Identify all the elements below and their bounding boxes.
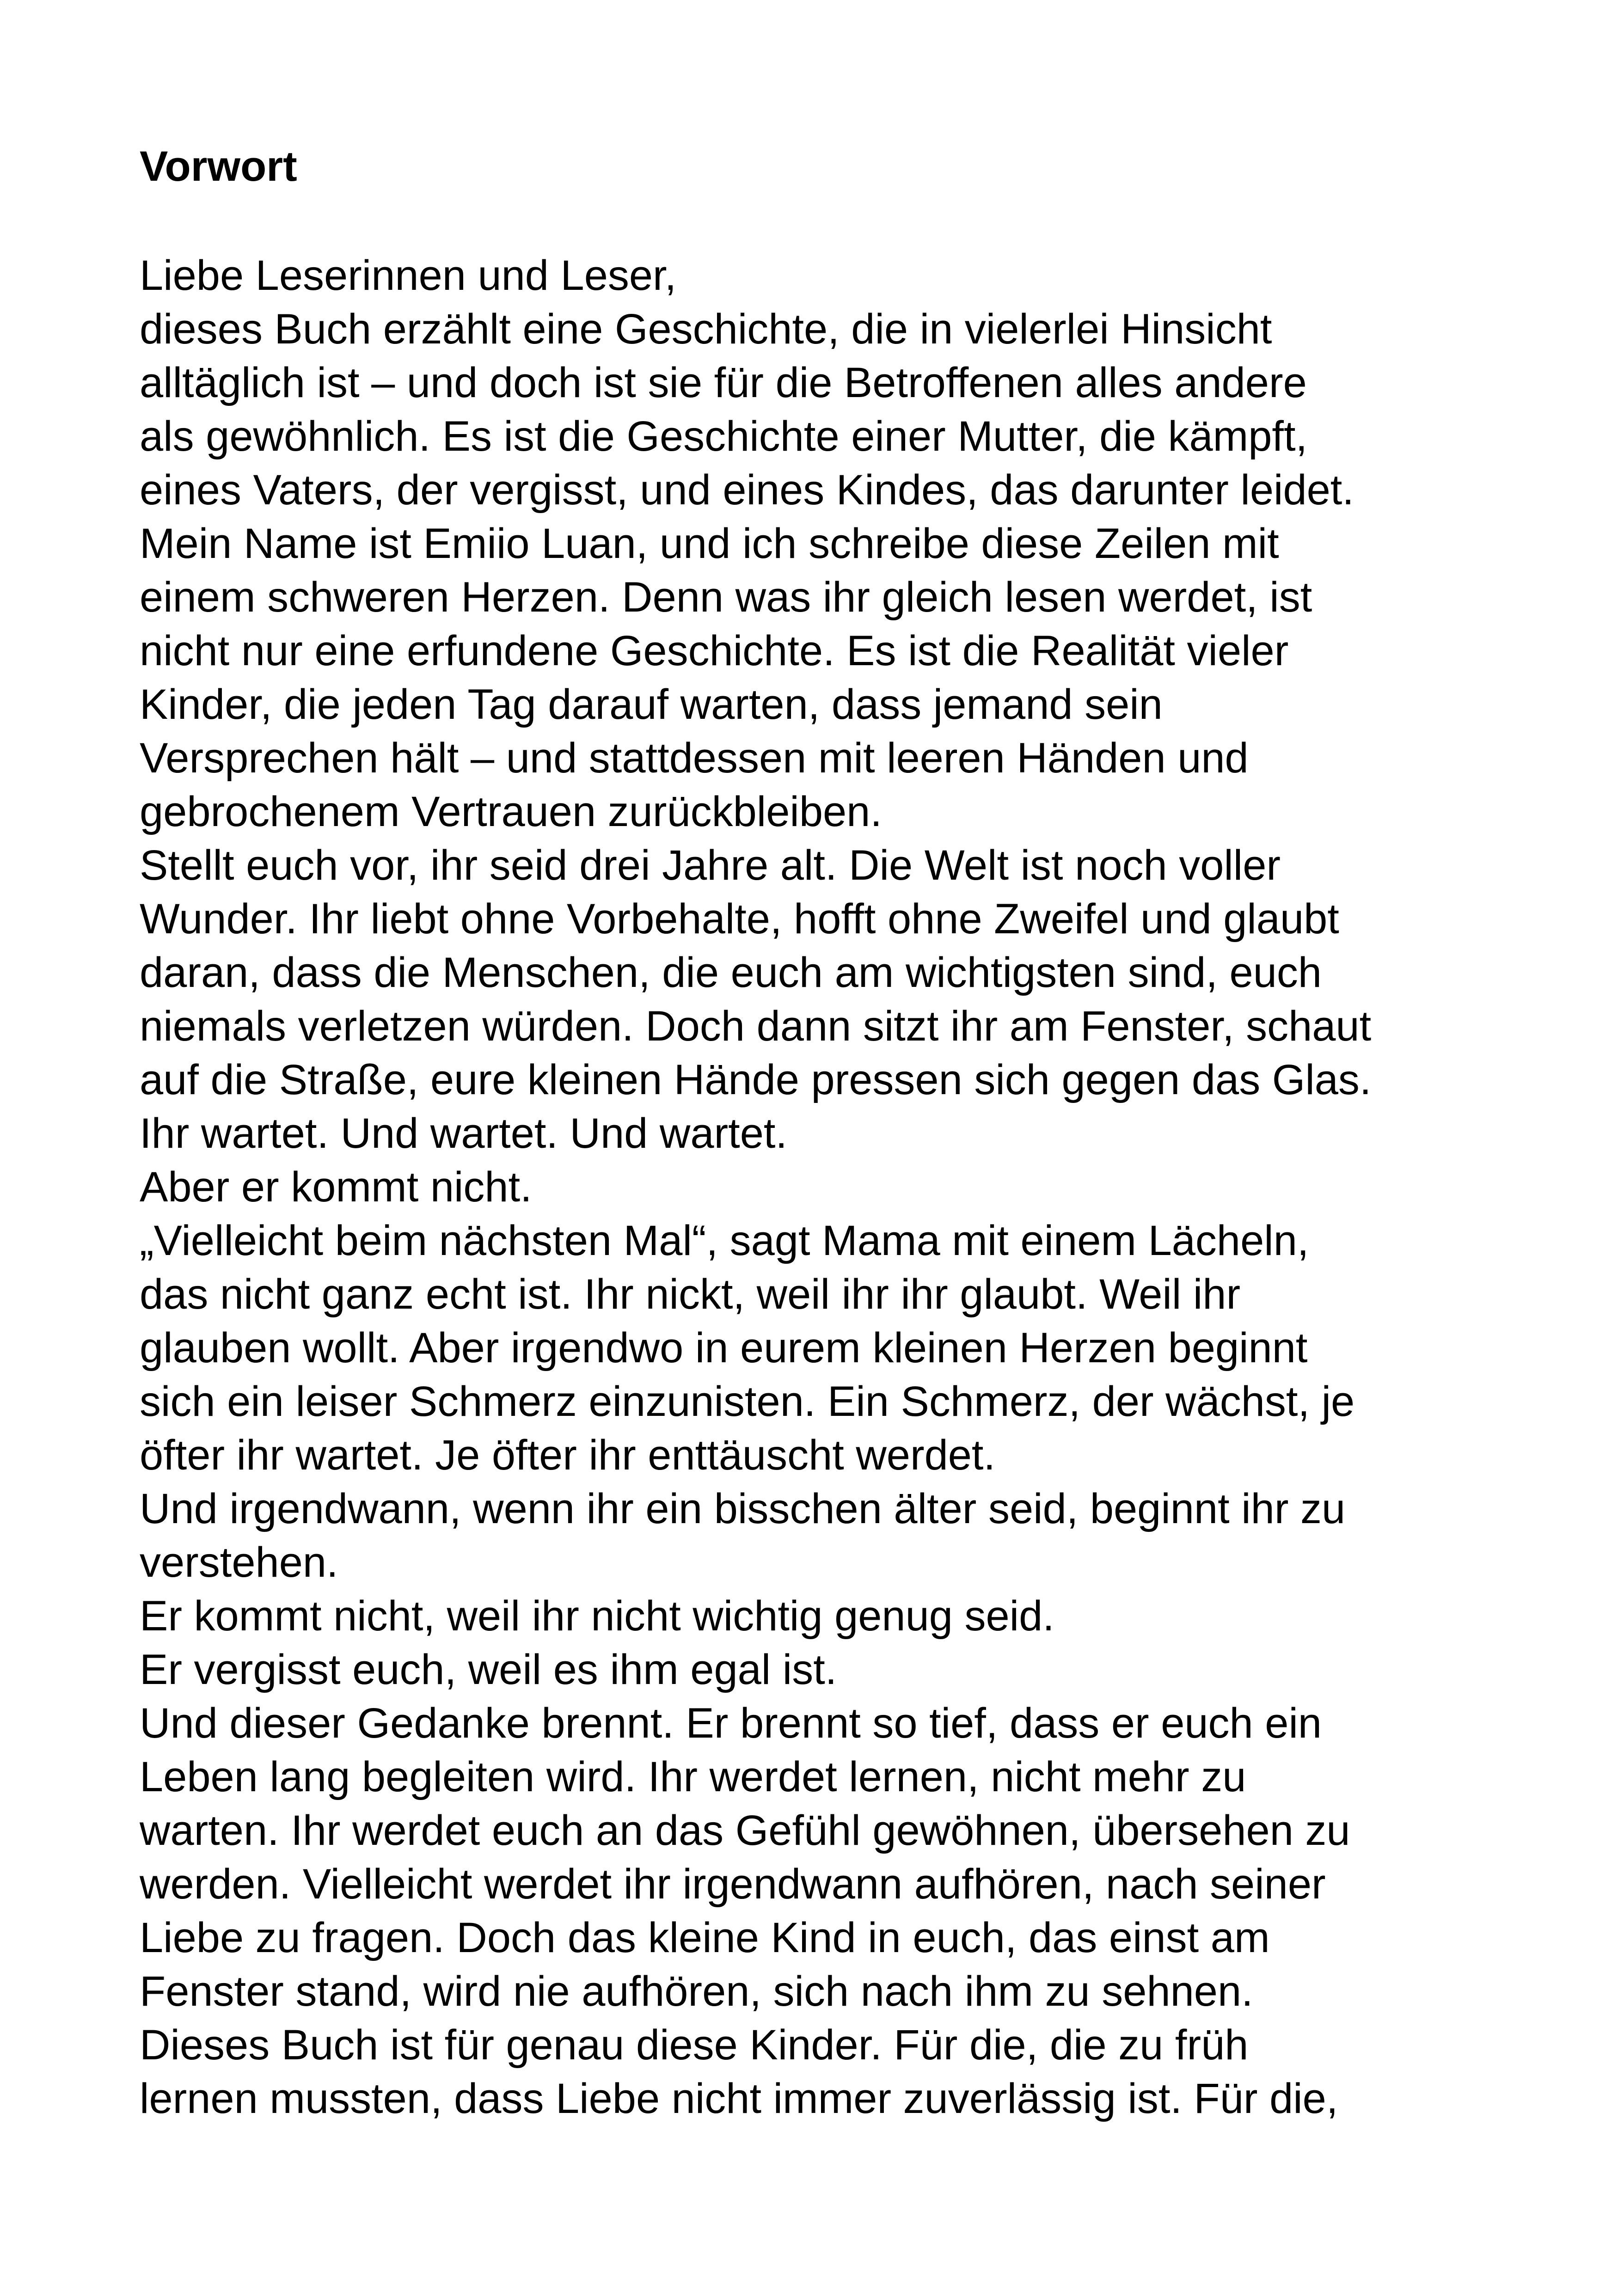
- text-line: lernen mussten, dass Liebe nicht immer zuverlässig ist. Für die,: [140, 2075, 1338, 2122]
- text-line: glauben wollt. Aber irgendwo in eurem kleinen Herzen beginnt: [140, 1324, 1308, 1371]
- text-line: Dieses Buch ist für genau diese Kinder. Für die, die zu früh: [140, 2021, 1249, 2069]
- text-line: Versprechen hält – und stattdessen mit leeren Händen und: [140, 735, 1249, 782]
- text-line: alltäglich ist – und doch ist sie für die Betroffenen alles andere: [140, 359, 1307, 406]
- text-line: „Vielleicht beim nächsten Mal“, sagt Mama mit einem Lächeln,: [140, 1217, 1309, 1264]
- text-line: sich ein leiser Schmerz einzunisten. Ein Schmerz, der wächst, je: [140, 1378, 1355, 1425]
- text-line: Stellt euch vor, ihr seid drei Jahre alt. Die Welt ist noch voller: [140, 842, 1281, 889]
- text-line: Mein Name ist Emiio Luan, und ich schreibe diese Zeilen mit: [140, 520, 1279, 567]
- text-line: das nicht ganz echt ist. Ihr nickt, weil ihr ihr glaubt. Weil ihr: [140, 1271, 1241, 1318]
- text-line: Wunder. Ihr liebt ohne Vorbehalte, hofft ohne Zweifel und glaubt: [140, 895, 1339, 943]
- text-line: warten. Ihr werdet euch an das Gefühl gewöhnen, übersehen zu: [140, 1807, 1350, 1854]
- text-line: dieses Buch erzählt eine Geschichte, die in vielerlei Hinsicht: [140, 306, 1272, 353]
- body-text: [140, 249, 1526, 2125]
- text-line: Liebe Leserinnen und Leser,: [140, 252, 677, 299]
- section-heading: Vorwort: [140, 143, 297, 190]
- text-line: Und dieser Gedanke brennt. Er brennt so tief, dass er euch ein: [140, 1700, 1322, 1747]
- text-line: gebrochenem Vertrauen zurückbleiben.: [140, 788, 882, 835]
- text-line: Ihr wartet. Und wartet. Und wartet.: [140, 1110, 787, 1157]
- text-line: als gewöhnlich. Es ist die Geschichte einer Mutter, die kämpft,: [140, 413, 1308, 460]
- text-line: auf die Straße, eure kleinen Hände pressen sich gegen das Glas.: [140, 1056, 1372, 1103]
- text-line: öfter ihr wartet. Je öfter ihr enttäuscht werdet.: [140, 1432, 996, 1479]
- text-line: einem schweren Herzen. Denn was ihr gleich lesen werdet, ist: [140, 574, 1312, 621]
- text-line: Und irgendwann, wenn ihr ein bisschen älter seid, beginnt ihr zu: [140, 1485, 1346, 1532]
- text-line: nicht nur eine erfundene Geschichte. Es ist die Realität vieler: [140, 627, 1289, 674]
- text-line: Aber er kommt nicht.: [140, 1163, 532, 1211]
- text-line: niemals verletzen würden. Doch dann sitzt ihr am Fenster, schaut: [140, 1003, 1372, 1050]
- page-content: [140, 139, 1526, 2125]
- text-line: eines Vaters, der vergisst, und eines Kindes, das darunter leidet.: [140, 466, 1354, 514]
- text-line: Leben lang begleiten wird. Ihr werdet lernen, nicht mehr zu: [140, 1753, 1246, 1800]
- text-line: werden. Vielleicht werdet ihr irgendwann aufhören, nach seiner: [140, 1861, 1326, 1908]
- text-line: daran, dass die Menschen, die euch am wichtigsten sind, euch: [140, 949, 1322, 996]
- text-line: Er vergisst euch, weil es ihm egal ist.: [140, 1646, 837, 1693]
- text-line: Er kommt nicht, weil ihr nicht wichtig genug seid.: [140, 1592, 1054, 1640]
- text-line: Liebe zu fragen. Doch das kleine Kind in euch, das einst am: [140, 1914, 1270, 1961]
- text-line: Kinder, die jeden Tag darauf warten, dass jemand sein: [140, 681, 1163, 728]
- text-line: verstehen.: [140, 1539, 338, 1586]
- text-line: Fenster stand, wird nie aufhören, sich nach ihm zu sehnen.: [140, 1968, 1253, 2015]
